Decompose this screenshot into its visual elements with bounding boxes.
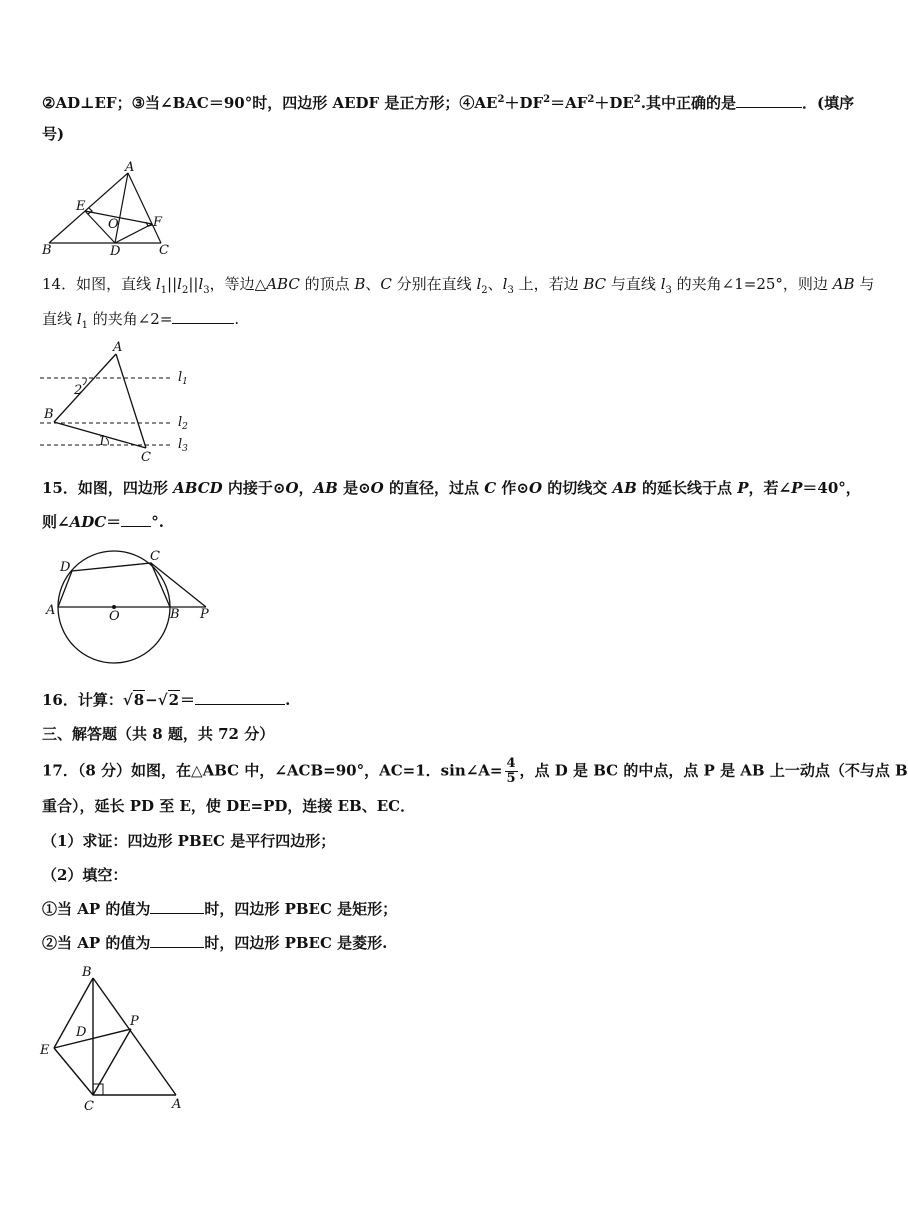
q15-line1: 15．如图，四边形 ABCD 内接于⊙O，AB 是⊙O 的直径，过点 C 作⊙O 的切线交 AB 的延长线于点 P，若∠P＝40°， (42, 479, 861, 497)
q14-angle-1: 1 (98, 434, 107, 449)
q17-blank-1 (150, 899, 204, 914)
q14-label-l1: $l_1$ (178, 370, 188, 387)
q14-label-l2: $l_2$ (178, 415, 188, 432)
q17-part2: （2）填空： (42, 866, 128, 884)
q17-blank-2 (150, 933, 204, 948)
q17-label-b: B (82, 965, 92, 980)
q15-label-p: P (200, 607, 209, 622)
q14-line1: 14．如图，直线 $l_1||l_2||l_3$，等边△ABC 的顶点 B、C 分别在直线 $l_2$、$l_3$ 上，若边 BC 与直线 $l_3$ 的夹角∠1=25°，则边 AB 与 (42, 275, 875, 296)
q17-line2: 重合），延长 PD 至 E，使 DE=PD，连接 EB、EC． (42, 797, 416, 815)
q13-label-e: E (76, 199, 86, 214)
q13-line1: ②AD⊥EF；③当∠BAC＝90°时，四边形 AEDF 是正方形；$④AE^2+DF^2=AF^2+DE^2$.其中正确的是 ．(填序 (42, 94, 855, 112)
q17-sub2: ②当 AP 的值为 时，四边形 PBEC 是菱形. (42, 934, 388, 952)
q13-figure (38, 160, 178, 260)
sqrt-8: √8 (122, 691, 145, 709)
q17-label-d: D (76, 1025, 87, 1040)
q15-label-d: D (60, 560, 71, 575)
section-3-heading: 三、解答题（共 8 题，共 72 分） (42, 725, 275, 743)
q13-label-a: A (125, 160, 135, 175)
q13-label-o: O (108, 217, 119, 232)
q17-sub1: ①当 AP 的值为 时，四边形 PBEC 是矩形； (42, 900, 398, 918)
q15-label-o: O (109, 609, 120, 624)
q17-line1: 17．（8 分）如图，在△ABC 中，∠ACB=90°，AC=1．sin∠A= $\frac{4}{5}$ ，点 D 是 BC 的中点，点 P 是 AB 上一动点（不与点 B (42, 756, 908, 786)
q15-figure (40, 546, 220, 670)
q17-label-e: E (40, 1043, 50, 1058)
q13-answer-blank (736, 93, 802, 108)
fraction-4-5: $\frac{4}{5}$ (506, 756, 516, 786)
q13-label-d: D (110, 244, 121, 259)
q14-line2: 直线 $l_1$ 的夹角∠2= . (42, 310, 240, 331)
q17-label-a: A (172, 1097, 182, 1112)
q14-label-b: B (44, 407, 54, 422)
q15-label-c: C (150, 549, 160, 564)
q15-label-b: B (170, 607, 180, 622)
sqrt-2: √2 (157, 691, 180, 709)
q17-part1: （1）求证：四边形 PBEC 是平行四边形； (42, 832, 336, 850)
q14-label-l3: $l_3$ (178, 437, 188, 454)
q14-label-a: A (113, 340, 123, 355)
q14-label-c: C (141, 450, 151, 465)
q15-label-a: A (46, 603, 56, 618)
q15-line2: 则∠ADC＝ °. (42, 513, 164, 531)
q13-label-c: C (159, 243, 169, 258)
q16-line: 16．计算：√8−√2＝ . (42, 691, 291, 709)
q17-label-p: P (130, 1014, 139, 1029)
q13-label-f: F (153, 215, 163, 230)
q17-label-c: C (84, 1099, 94, 1114)
q13-line2: 号) (42, 125, 65, 143)
q14-answer-blank (172, 309, 234, 324)
q14-angle-2: 2 (74, 383, 83, 398)
q17-figure (38, 962, 198, 1116)
q16-answer-blank (195, 690, 285, 705)
q14-figure (38, 338, 208, 466)
q13-label-b: B (42, 243, 52, 258)
q15-answer-blank (121, 512, 151, 527)
